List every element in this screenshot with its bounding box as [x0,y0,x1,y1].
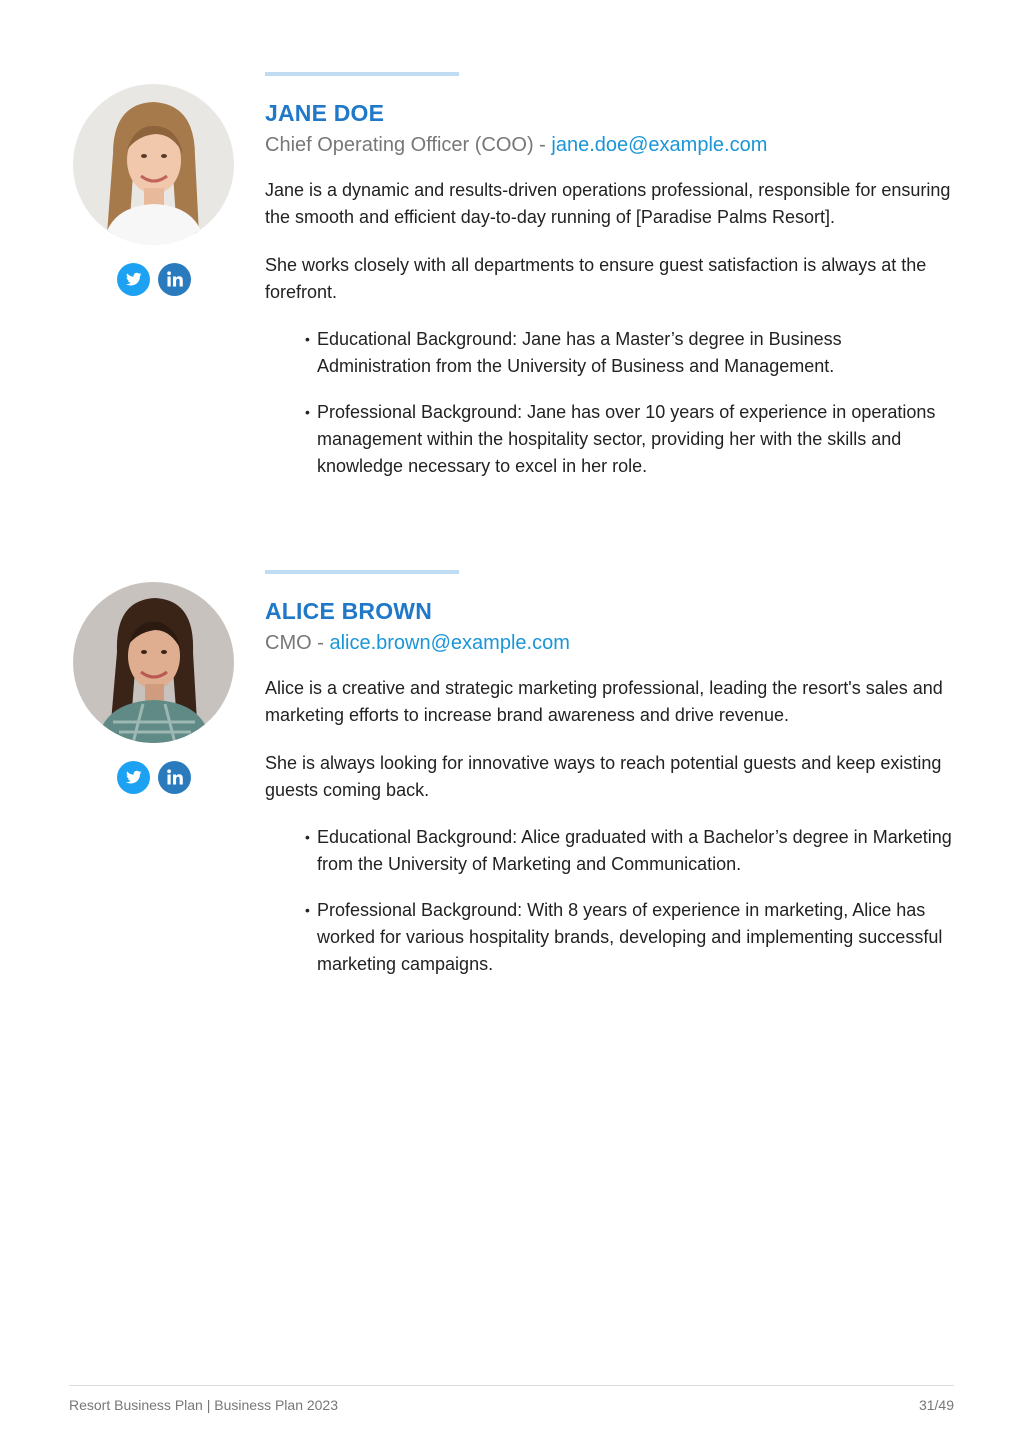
twitter-icon[interactable] [117,761,150,794]
role-separator: - [533,134,552,156]
member-role: CMO [265,632,312,654]
social-links [117,263,191,297]
footer-document-title: Resort Business Plan | Business Plan 2023 [69,1397,339,1413]
bio-paragraph: Jane is a dynamic and results-driven operations professional, responsible for ensuring the smooth and efficient day-to-day running of [Paradise Palms Resort]. [265,180,951,227]
social-links [117,761,191,795]
member-name: JANE DOE [265,100,385,126]
list-item: • Professional Background: With 8 years of experience in marketing, Alice has worked for various hospitality brands, developing and implementing successful marketing campaigns. [305,897,955,978]
avatar [73,582,234,743]
background-list [265,824,955,978]
member-role: Chief Operating Officer (COO) [265,134,534,156]
email-link[interactable]: alice.brown@example.com [329,632,570,654]
accent-bar [265,72,459,76]
role-line [265,131,955,159]
email-link[interactable]: jane.doe@example.com [551,134,768,156]
avatar [73,84,234,245]
avatar-photo-jane [73,84,234,245]
accent-bar [265,570,459,574]
linkedin-icon[interactable] [158,761,191,794]
list-item: • Professional Background: Jane has over 10 years of experience in operations management within the hospitality sector, providing her with the skills and knowledge necessary to excel in her role. [305,399,955,480]
page-footer [69,1385,954,1414]
avatar-photo-alice [73,582,234,743]
bio-paragraph: She is always looking for innovative ways to reach potential guests and keep existing guests coming back. [265,753,942,800]
page-number: 31/49 [918,1397,954,1413]
linkedin-icon[interactable] [158,263,191,296]
background-list [265,326,955,480]
role-line [265,629,955,657]
member-details [265,72,955,480]
list-item: • Educational Background: Alice graduated with a Bachelor’s degree in Marketing from the University of Marketing and Communication. [305,824,955,878]
bio-paragraph: Alice is a creative and strategic marketing professional, leading the resort's sales and marketing efforts to increase brand awareness and drive revenue. [265,678,943,725]
member-details [265,570,955,978]
role-separator: - [311,632,330,654]
list-item: • Educational Background: Jane has a Master’s degree in Business Administration from the University of Business and Management. [305,326,955,380]
twitter-icon[interactable] [117,263,150,296]
member-name: ALICE BROWN [265,598,433,624]
bio-paragraph: She works closely with all departments to ensure guest satisfaction is always at the forefront. [265,255,927,302]
